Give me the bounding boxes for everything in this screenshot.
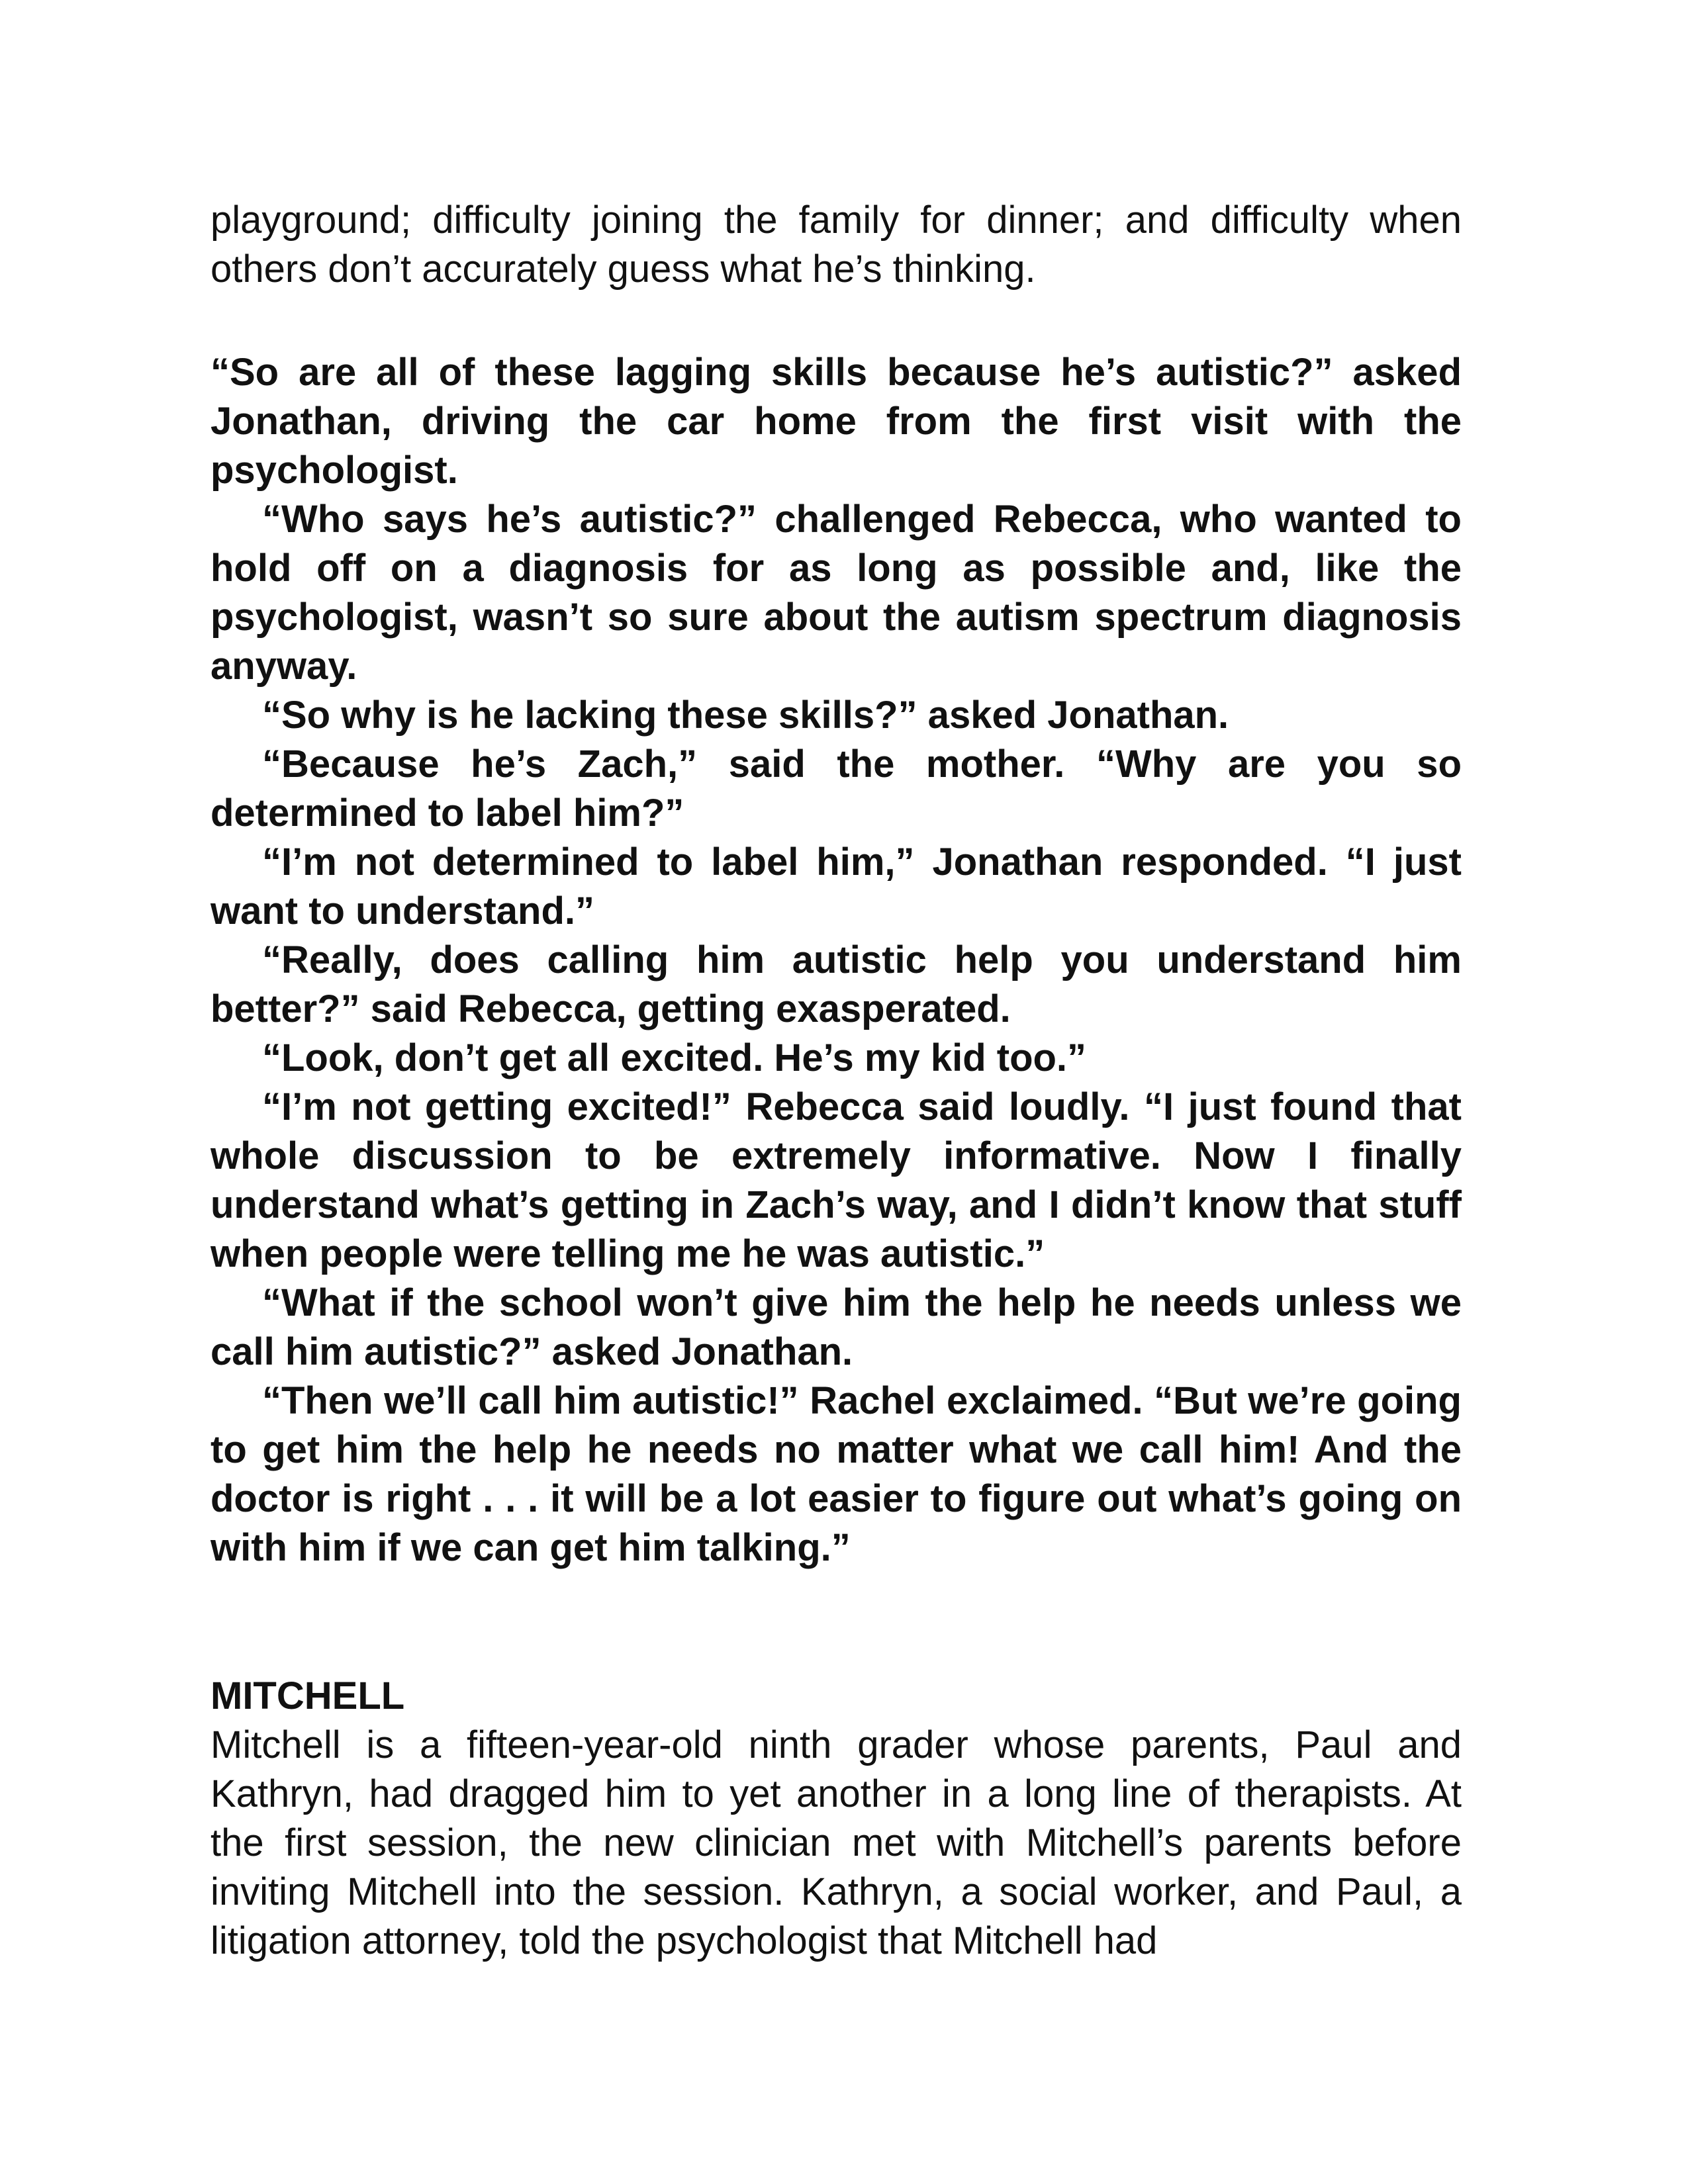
section-body-paragraph: Mitchell is a fifteen-year-old ninth grader whose parents, Paul and Kathryn, had dragged him to yet another in a long line of therapists. At the first session, the new clinician met with Mitchell’s parents before inviting Mitchell into the session. Kathryn, a social worker, and Paul, a litigation attorney, told the psychologist that Mitchell had <box>211 1723 1462 1962</box>
dialogue-paragraph: “Really, does calling him autistic help you understand him better?” said Rebecca, getting exasperated. <box>211 938 1462 1030</box>
dialogue-paragraph: “Then we’ll call him autistic!” Rachel exclaimed. “But we’re going to get him the help he needs no matter what we call him! And the doctor is right . . . it will be a lot easier to figure out what’s going on with him if we can get him talking.” <box>211 1379 1462 1569</box>
section-heading: MITCHELL <box>211 1674 405 1717</box>
intro-paragraph: playground; difficulty joining the family for dinner; and difficulty when others don’t accurately guess what he’s thinking. <box>211 199 1462 291</box>
dialogue-paragraph: “So why is he lacking these skills?” asked Jonathan. <box>262 694 1229 737</box>
dialogue-block <box>211 348 1462 1572</box>
dialogue-paragraph: “So are all of these lagging skills because he’s autistic?” asked Jonathan, driving the car home from the first visit with the psychologist. <box>211 351 1462 492</box>
dialogue-paragraph: “Who says he’s autistic?” challenged Rebecca, who wanted to hold off on a diagnosis for as long as possible and, like the psychologist, wasn’t so sure about the autism spectrum diagnosis anyway. <box>211 498 1462 688</box>
dialogue-paragraph: “I’m not getting excited!” Rebecca said loudly. “I just found that whole discussion to be extremely informative. Now I finally understand what’s getting in Zach’s way, and I didn’t know that stuff when people were telling me he was autistic.” <box>211 1085 1462 1275</box>
dialogue-paragraph: “Look, don’t get all excited. He’s my kid too.” <box>262 1036 1087 1079</box>
dialogue-paragraph: “Because he’s Zach,” said the mother. “Why are you so determined to label him?” <box>211 743 1462 835</box>
dialogue-paragraph: “I’m not determined to label him,” Jonathan responded. “I just want to understand.” <box>211 841 1462 933</box>
dialogue-paragraph: “What if the school won’t give him the help he needs unless we call him autistic?” asked Jonathan. <box>211 1281 1462 1373</box>
document-page <box>211 196 1462 1966</box>
